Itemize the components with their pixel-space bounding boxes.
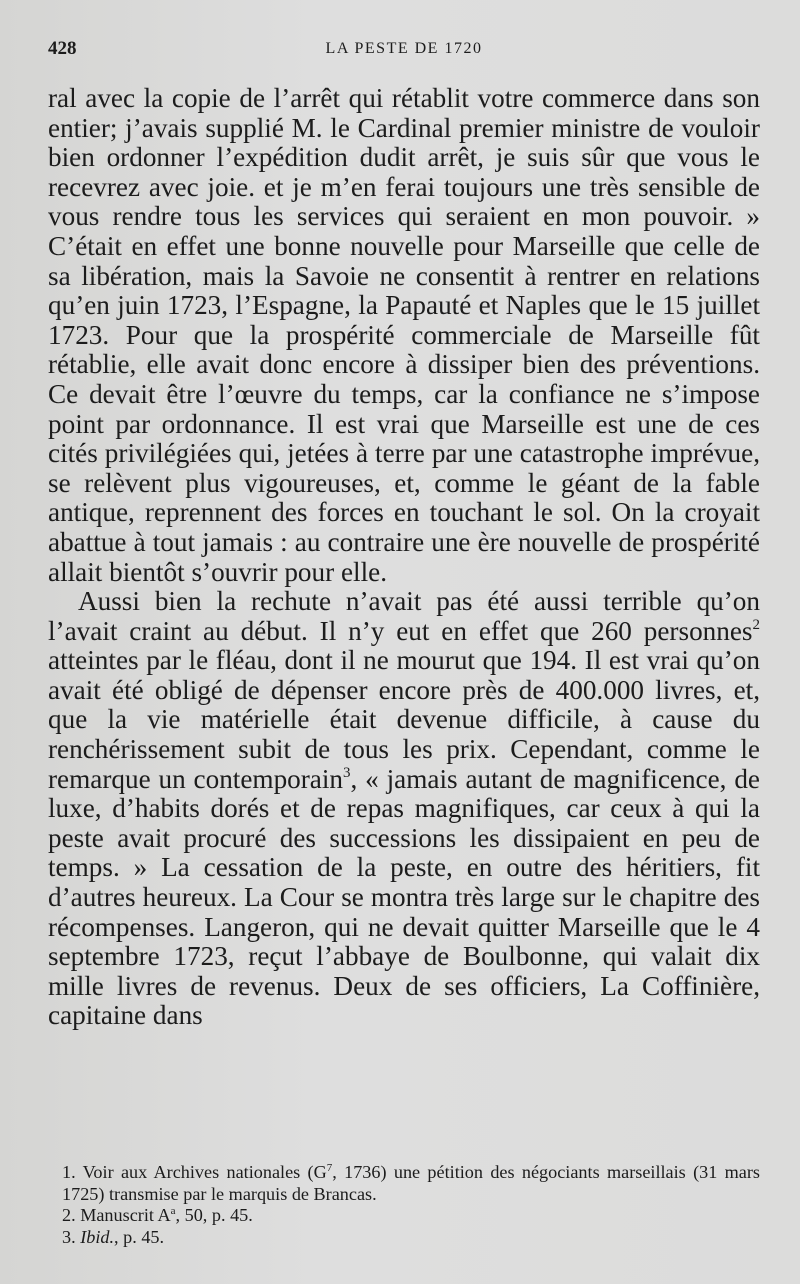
footnote-ref-3: 3: [343, 764, 351, 781]
footnote-3-ibid: Ibid.: [80, 1226, 115, 1247]
footnote-2: [48, 1205, 760, 1227]
running-title: LA PESTE DE 1720: [325, 40, 483, 57]
paragraph-2-text-b: atteintes par le fléau, dont il ne mourut que 194. Il est vrai qu’on avait été obligé de dépenser encore près de 400.000 livres, et, que la vie matérielle était devenue difficile, à cause du renchérissement subit de tous les prix. Cependant, comme le remarque un contemporain: [48, 645, 760, 794]
body-text: [48, 84, 760, 1031]
footnotes: [48, 1162, 760, 1248]
paragraph-2-text-a: Aussi bien la rechute n’avait pas été aussi terrible qu’on l’avait craint au début. Il n’y eut en effet que 260 personnes: [48, 586, 760, 646]
footnote-1: [48, 1162, 760, 1205]
footnote-2-sup: a: [170, 1205, 176, 1217]
footnote-3-text-b: , p. 45.: [114, 1226, 165, 1247]
footnote-1-text-b: , 1736) une pétition des négociants marseillais (31 mars 1725) transmise par le marquis de Brancas.: [62, 1162, 760, 1204]
footnote-ref-2: 2: [752, 616, 760, 633]
paragraph-2: [48, 587, 760, 1031]
footnote-3: [48, 1227, 760, 1249]
paragraph-2-text-c: , « jamais autant de magnificence, de luxe, d’habits dorés et de repas magnifiques, car ceux à qui la peste avait procuré des successions les dissipaient en peu de temps. » La cessation de la peste, en outre des héritiers, fit d’autres heureux. La Cour se montra très large sur le chapitre des récompenses. Langeron, qui ne devait quitter Marseille que le 4 septembre 1723, reçut l’abbaye de Boulbonne, qui valait dix mille livres de revenus. Deux de ses officiers, La Coffinière, capitaine dans: [48, 763, 760, 1031]
footnote-1-sup: 7: [326, 1162, 333, 1174]
footnote-2-text-b: , 50, p. 45.: [175, 1205, 253, 1225]
running-head: [48, 38, 760, 62]
footnote-2-text-a: 2. Manuscrit A: [62, 1205, 171, 1225]
page-number: 428: [48, 38, 77, 59]
paragraph-1-text: ral avec la copie de l’arrêt qui rétablit votre commerce dans son entier; j’avais supplié M. le Cardinal premier ministre de vouloir bien ordonner l’expédition dudit arrêt, je suis sûr que vous le recevrez avec joie. et je m’en ferai toujours une très sensible de vous rendre tous les services qui seraient en mon pouvoir. » C’était en effet une bonne nouvelle pour Marseille que celle de sa libération, mais la Savoie ne consentit à rentrer en relations qu’en juin 1723, l’Espagne, la Papauté et Naples que le 15 juillet 1723. Pour que la prospérité commerciale de Marseille fût rétablie, elle avait donc encore à dissiper bien des préventions. Ce devait être l’œuvre du temps, car la confiance ne s’impose point par ordonnance. Il est vrai que Marseille est une de ces cités privilégiées qui, jetées à terre par une catastrophe imprévue, se relèvent plus vigoureuses, et, comme le géant de la fable antique, reprennent des forces en touchant le sol. On la croyait abattue à tout jamais : au contraire une ère nouvelle de prospérité allait bientôt s’ouvrir pour elle.: [48, 83, 760, 587]
footnote-1-text-a: 1. Voir aux Archives nationales (G: [62, 1162, 327, 1182]
footnote-3-text-a: 3.: [62, 1226, 81, 1247]
paragraph-1: [48, 84, 760, 587]
